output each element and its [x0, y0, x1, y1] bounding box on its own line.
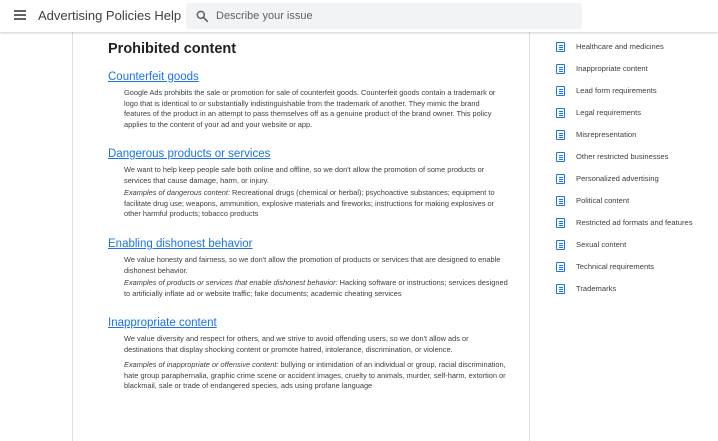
section-dangerous-products: [108, 148, 508, 220]
section-body: We want to help keep people safe both online and offline, so we don't allow the promotion of some products or services that cause damage, harm, or injury.: [124, 165, 485, 185]
section-inappropriate-content: [108, 317, 508, 392]
document-icon: [556, 64, 565, 74]
document-icon: [556, 174, 565, 184]
sidebar-item-misrepresentation[interactable]: [556, 128, 718, 150]
section-heading-dangerous-products[interactable]: Dangerous products or services: [108, 148, 271, 160]
sidebar-item-label: Sexual content: [576, 240, 627, 249]
document-icon: [556, 42, 565, 52]
section-heading-enabling-dishonest-behavior[interactable]: Enabling dishonest behavior: [108, 238, 253, 250]
document-icon: [556, 108, 565, 118]
sidebar-item-restricted-ad-formats[interactable]: [556, 216, 718, 238]
section-examples: [124, 278, 508, 299]
sidebar-item-label: Legal requirements: [576, 108, 642, 117]
document-icon: [556, 130, 565, 140]
section-body: We value diversity and respect for others, and we strive to avoid offending users, so we don't allow ads or destinations that display shocking content or promote hatred, intolerance, discrimination, or violence.: [124, 334, 469, 354]
sidebar-item-sexual-content[interactable]: [556, 238, 718, 260]
examples-text: bullying or intimidation of an individual or group, racial discrimination, hate group paraphernalia, graphic crime scene or accident images, cruelty to animals, murder, self-harm, extortion or blackmail, sale or trade of endangered species, ads using profane language: [124, 360, 506, 391]
examples-label: Examples of inappropriate or offensive content:: [124, 360, 279, 370]
sidebar-item-label: Lead form requirements: [576, 86, 657, 95]
document-icon: [556, 262, 565, 272]
section-examples: [124, 360, 508, 392]
sidebar-item-political-content[interactable]: [556, 194, 718, 216]
document-icon: [556, 284, 565, 294]
sidebar-item-trademarks[interactable]: [556, 282, 718, 304]
sidebar-item-label: Other restricted businesses: [576, 152, 669, 161]
hamburger-menu-icon[interactable]: [14, 10, 26, 20]
sidebar-item-label: Misrepresentation: [576, 130, 637, 139]
sidebar-item-label: Personalized advertising: [576, 174, 659, 183]
top-app-bar: [0, 0, 718, 32]
search-input[interactable]: [216, 6, 566, 26]
search-box[interactable]: [186, 3, 582, 29]
page-title: Prohibited content: [108, 41, 237, 57]
sidebar-item-label: Restricted ad formats and features: [576, 218, 693, 227]
section-examples: [124, 188, 508, 220]
document-icon: [556, 152, 565, 162]
sidebar-item-healthcare-and-medicines[interactable]: [556, 40, 718, 62]
document-icon: [556, 86, 565, 96]
sidebar-item-legal-requirements[interactable]: [556, 106, 718, 128]
section-body: Google Ads prohibits the sale or promotion for sale of counterfeit goods. Counterfeit goods contain a trademark or logo that is identical to or substantially indistinguishable from the trademark of another. They mimic the brand features of the product in an attempt to pass themselves off as a genuine product of the brand owner. This policy applies to the content of your ad and your website or app.: [124, 88, 496, 129]
section-body: We value honesty and fairness, so we don't allow the promotion of products or services that are designed to enable dishonest behavior.: [124, 255, 501, 275]
sidebar-item-label: Technical requirements: [576, 262, 655, 271]
section-counterfeit-goods: [108, 71, 508, 130]
examples-label: Examples of dangerous content:: [124, 188, 230, 198]
sidebar-item-inappropriate-content[interactable]: [556, 62, 718, 84]
sidebar-item-lead-form-requirements[interactable]: [556, 84, 718, 106]
article-content: [72, 32, 530, 441]
section-heading-counterfeit-goods[interactable]: Counterfeit goods: [108, 71, 199, 83]
sidebar-item-personalized-advertising[interactable]: [556, 172, 718, 194]
sidebar-item-label: Trademarks: [576, 284, 617, 293]
sidebar-item-label: Political content: [576, 196, 630, 205]
section-heading-inappropriate-content[interactable]: Inappropriate content: [108, 317, 217, 329]
section-enabling-dishonest-behavior: [108, 238, 508, 299]
sidebar-item-technical-requirements[interactable]: [556, 260, 718, 282]
document-icon: [556, 196, 565, 206]
policy-sidebar-nav: [556, 40, 718, 304]
examples-text: Hacking software or instructions; services designed to artificially inflate ad or website traffic; fake documents; academic cheating services: [124, 278, 508, 298]
sidebar-item-label: Inappropriate content: [576, 64, 648, 73]
examples-text: Recreational drugs (chemical or herbal); psychoactive substances; equipment to facilitate drug use; weapons, ammunition, explosive materials and fireworks; instructions for making explosives or other harmful products; tobacco products: [124, 188, 495, 219]
sidebar-item-other-restricted-businesses[interactable]: [556, 150, 718, 172]
examples-label: Examples of products or services that enable dishonest behavior:: [124, 278, 338, 288]
document-icon: [556, 218, 565, 228]
document-icon: [556, 240, 565, 250]
app-title[interactable]: Advertising Policies Help: [38, 8, 182, 23]
search-icon[interactable]: [195, 9, 209, 23]
sidebar-item-label: Healthcare and medicines: [576, 42, 664, 51]
